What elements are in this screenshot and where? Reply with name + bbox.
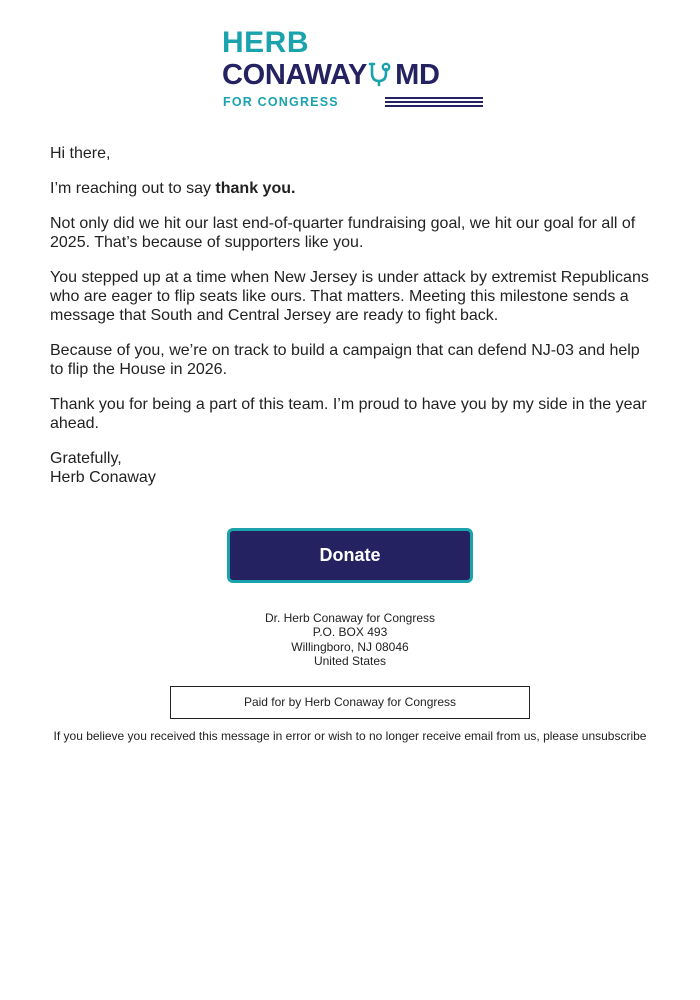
mailing-address — [0, 611, 700, 668]
stethoscope-icon — [368, 61, 394, 89]
logo-conaway-text: CONAWAY — [222, 59, 368, 91]
donate-button[interactable]: Donate — [227, 528, 473, 583]
email-body — [50, 144, 655, 503]
thank-you-prefix: I’m reaching out to say — [50, 180, 216, 197]
paragraph-team: Thank you for being a part of this team. I’m proud to have you by my side in the year ahead. — [50, 396, 647, 432]
paid-for-disclaimer: Paid for by Herb Conaway for Congress — [170, 686, 530, 719]
logo-name-row — [222, 59, 440, 91]
address-line-2: P.O. BOX 493 — [312, 625, 388, 640]
address-line-3: Willingboro, NJ 08046 — [291, 639, 409, 654]
paragraph-goal: Not only did we hit our last end-of-quarter fundraising goal, we hit our goal for all of 2025. That’s because of supporters like you. — [50, 215, 636, 251]
paragraph-on-track: Because of you, we’re on track to build a campaign that can defend NJ-03 and help to flip the House in 2026. — [50, 342, 640, 378]
greeting: Hi there, — [50, 145, 111, 162]
paragraph-thank-you — [50, 179, 655, 198]
logo-decorative-lines — [385, 97, 483, 109]
paragraph-attack: You stepped up at a time when New Jersey is under attack by extremist Republicans who are eager to flip seats like ours. That matters. Meeting this milestone sends a message that South and Central Jersey are ready to fight back. — [50, 269, 649, 324]
thank-you-bold: thank you. — [215, 180, 296, 197]
campaign-logo — [222, 28, 484, 112]
signoff — [50, 449, 655, 487]
address-line-4: United States — [313, 653, 387, 668]
signoff-text: Gratefully, — [50, 450, 122, 467]
logo-for-congress-text: FOR CONGRESS — [223, 95, 339, 109]
signature: Herb Conaway — [50, 469, 156, 486]
logo-md-text: MD — [395, 59, 440, 91]
logo-herb-text: HERB — [222, 26, 310, 59]
unsubscribe-note[interactable]: If you believe you received this message in error or wish to no longer receive email from us, please unsubscribe — [53, 729, 647, 743]
address-line-1: Dr. Herb Conaway for Congress — [264, 611, 436, 625]
